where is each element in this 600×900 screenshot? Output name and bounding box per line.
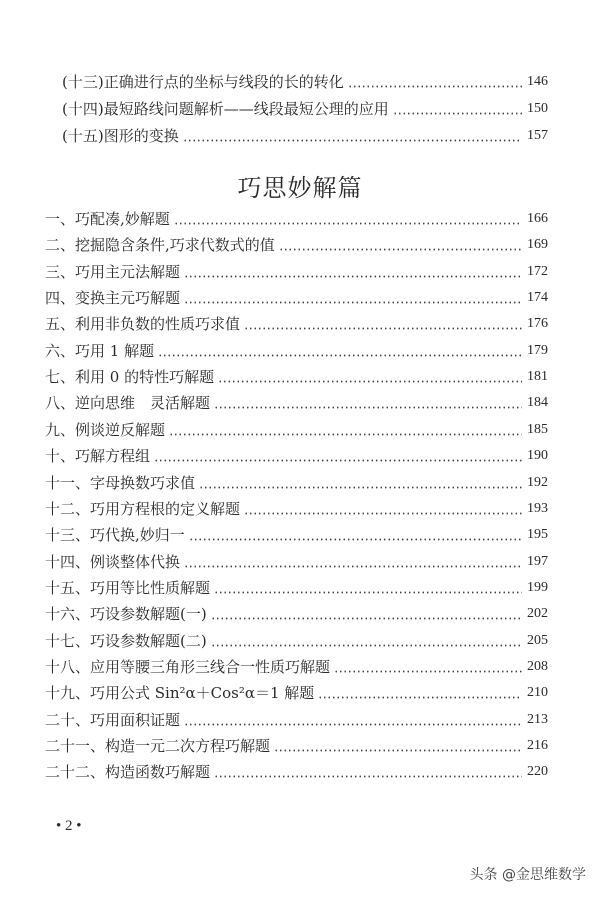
toc-entry-page: 150: [527, 101, 548, 116]
toc-entry: [45, 498, 548, 520]
dot-leader: [244, 498, 522, 520]
toc-entry-page: 172: [527, 263, 548, 279]
toc-entry-title: 七、利用 0 的特性巧解题: [45, 368, 215, 387]
toc-entry-title: 十八、应用等腰三角形三线合一性质巧解题: [45, 657, 331, 676]
dot-leader: [184, 287, 522, 309]
dot-leader: [244, 313, 522, 335]
toc-entry-title: 二十、巧用面积证题: [45, 710, 181, 729]
toc-entry-title: 十二、巧用方程根的定义解题: [45, 499, 241, 518]
toc-entry-title: 六、巧用 1 解题: [45, 341, 155, 360]
dot-leader: [158, 340, 522, 362]
toc-entry: [45, 340, 548, 362]
dot-leader: [184, 551, 522, 573]
toc-entry-page: 205: [527, 632, 548, 648]
toc-entry: [45, 656, 548, 678]
dot-leader: [189, 524, 522, 546]
toc-entry-title: 十九、巧用公式 Sin²α＋Cos²α＝1 解题: [45, 684, 315, 703]
toc-entry-title: 十一、字母换数巧求值: [45, 473, 196, 492]
toc-entry-page: 199: [527, 579, 548, 595]
toc-entry-page: 192: [527, 474, 548, 490]
dot-leader: [199, 472, 522, 494]
toc-entry-page: 220: [527, 764, 548, 780]
toc-entry-title: (十五)图形的变换: [62, 127, 179, 145]
toc-entry-title: 十五、巧用等比性质解题: [45, 578, 211, 597]
toc-entry-page: 216: [527, 738, 548, 753]
toc-entry-page: 197: [527, 553, 548, 569]
dot-leader: [184, 709, 522, 731]
toc-entry-title: 五、利用非负数的性质巧求值: [45, 315, 241, 334]
toc-entry-page: 146: [527, 74, 548, 89]
dot-leader: [211, 603, 522, 625]
toc-entry: [45, 472, 548, 494]
toc-entry-title: 十六、巧设参数解题(一): [45, 605, 207, 624]
toc-entry-title: 二十二、构造函数巧解题: [45, 763, 211, 782]
dot-leader: [169, 419, 522, 441]
toc-entry: [45, 445, 548, 467]
toc-entry-title: (十四)最短路线问题解析——线段最短公理的应用: [62, 100, 389, 118]
toc-entry: [45, 261, 548, 283]
toc-entry-page: 210: [527, 685, 548, 701]
dot-leader: [214, 392, 522, 414]
dot-leader: [334, 656, 522, 678]
dot-leader: [274, 735, 522, 757]
toc-entry-title: 三、巧用主元法解题: [45, 262, 181, 281]
toc-entry: [45, 603, 548, 625]
toc-entry: [45, 630, 548, 652]
toc-entry: [45, 234, 548, 256]
dot-leader: [211, 630, 522, 652]
toc-entry: [45, 761, 548, 783]
toc-entry-page: 213: [527, 711, 548, 727]
section-title: 巧思妙解篇: [237, 174, 363, 202]
toc-entry-title: 十四、例谈整体代换: [45, 552, 181, 571]
toc-entry-page: 208: [527, 658, 548, 674]
dot-leader: [279, 234, 522, 256]
toc-entry-page: 193: [527, 500, 548, 516]
toc-entry-title: (十三)正确进行点的坐标与线段的长的转化: [62, 73, 344, 91]
toc-entry: [45, 577, 548, 599]
toc-entry-title: 二、挖掘隐含条件,巧求代数式的值: [45, 236, 275, 255]
toc-entry-title: 九、例谈逆反解题: [45, 420, 166, 439]
toc-entry: [45, 419, 548, 441]
toc-entry: [62, 125, 548, 147]
dot-leader: [393, 98, 522, 120]
toc-entry: [62, 71, 548, 93]
dot-leader: [174, 208, 522, 230]
toc-entry: [45, 208, 548, 230]
toc-entry-page: 166: [527, 211, 548, 226]
dot-leader: [318, 682, 522, 704]
toc-entry-page: 202: [527, 606, 548, 622]
toc-entry-page: 179: [527, 342, 548, 358]
toc-entry: [45, 313, 548, 335]
toc-entry-title: 一、巧配凑,妙解题: [45, 210, 170, 228]
dot-leader: [348, 71, 522, 93]
toc-entry-title: 十七、巧设参数解题(二): [45, 631, 207, 650]
toc-entry-title: 八、逆向思维 灵活解题: [45, 394, 211, 413]
toc-entry: [45, 709, 548, 731]
toc-entry-title: 十三、巧代换,妙归一: [45, 526, 185, 545]
dot-leader: [218, 366, 522, 388]
toc-entry-page: 195: [527, 527, 548, 543]
dot-leader: [183, 125, 522, 147]
watermark: 头条 @金思维数学: [469, 867, 586, 883]
toc-entry: [45, 551, 548, 573]
toc-entry-title: 二十一、构造一元二次方程巧解题: [45, 737, 271, 755]
dot-leader: [214, 761, 522, 783]
toc-entry-page: 190: [527, 448, 548, 464]
toc-entry: [45, 287, 548, 309]
toc-entry: [45, 735, 548, 757]
toc-entry: [45, 682, 548, 704]
dot-leader: [184, 261, 522, 283]
dot-leader: [214, 577, 522, 599]
toc-entry-page: 176: [527, 316, 548, 332]
toc-entry: [45, 392, 548, 414]
toc-entry-page: 157: [527, 128, 548, 143]
toc-entry-title: 四、变换主元巧解题: [45, 289, 181, 308]
toc-entry-page: 185: [527, 421, 548, 437]
toc-entry-title: 十、巧解方程组: [45, 447, 151, 466]
page-number: • 2 •: [56, 818, 82, 834]
dot-leader: [154, 445, 522, 467]
toc-entry-page: 184: [527, 395, 548, 411]
toc-entry: [62, 98, 548, 120]
toc-entry: [45, 366, 548, 388]
toc-entry-page: 181: [527, 369, 548, 385]
toc-entry: [45, 524, 548, 546]
toc-entry-page: 174: [527, 290, 548, 306]
toc-entry-page: 169: [527, 237, 548, 253]
